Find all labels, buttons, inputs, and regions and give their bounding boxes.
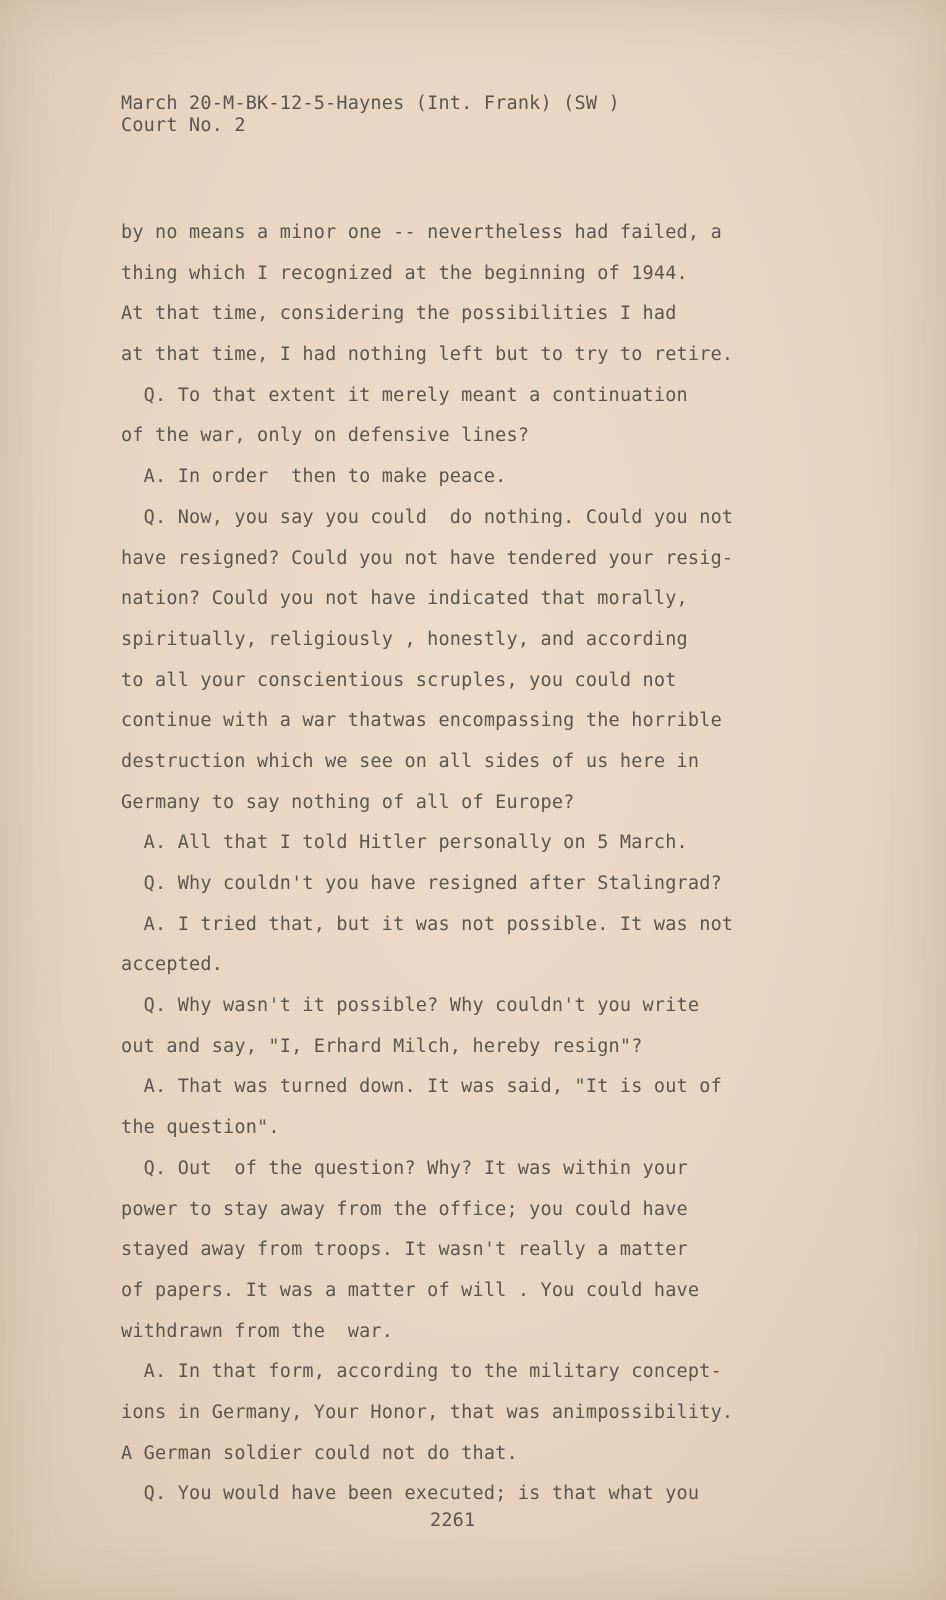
transcript-line: of papers. It was a matter of will . You could have (121, 1279, 700, 1301)
page-number: 2261 (430, 1510, 476, 1531)
page-header (121, 93, 620, 137)
header-line-2: Court No. 2 (121, 115, 246, 136)
transcript-line: At that time, considering the possibilities I had (121, 303, 677, 325)
transcript-line: Q. You would have been executed; is that what you (121, 1483, 700, 1505)
transcript-line: thing which I recognized at the beginning of 1944. (121, 262, 688, 284)
transcript-line: to all your conscientious scruples, you could not (121, 669, 677, 691)
transcript-line: A German soldier could not do that. (121, 1442, 518, 1464)
transcript-line: A. That was turned down. It was said, "It is out of (121, 1076, 722, 1098)
transcript-line: Q. Why couldn't you have resigned after Stalingrad? (121, 873, 722, 894)
transcript-line: power to stay away from the office; you could have (121, 1198, 688, 1220)
transcript-line: destruction which we see on all sides of us here in (121, 750, 700, 772)
transcript-line: continue with a war thatwas encompassing the horrible (121, 710, 722, 732)
transcript-line: Q. Why wasn't it possible? Why couldn't you write (121, 995, 700, 1017)
transcript-line: out and say, "I, Erhard Milch, hereby resign"? (121, 1035, 643, 1057)
transcript-line: Q. Out of the question? Why? It was within your (121, 1157, 688, 1179)
transcript-line: nation? Could you not have indicated that morally, (121, 588, 688, 610)
transcript-line: have resigned? Could you not have tendered your resig- (121, 547, 734, 569)
transcript-line: A. In that form, according to the military concept- (121, 1361, 722, 1383)
transcript-line: ions in Germany, Your Honor, that was animpossibility. (121, 1401, 734, 1423)
transcript-line: of the war, only on defensive lines? (121, 425, 530, 447)
transcript-line: Q. Now, you say you could do nothing. Could you not (121, 506, 734, 528)
transcript-line: withdrawn from the war. (121, 1320, 394, 1342)
transcript-line: at that time, I had nothing left but to try to retire. (121, 344, 734, 366)
transcript-line: stayed away from troops. It wasn't really a matter (121, 1239, 688, 1261)
header-line-1: March 20-M-BK-12-5-Haynes (Int. Frank) (SW ) (121, 93, 620, 114)
transcript-line: A. I tried that, but it was not possible. It was not (121, 913, 734, 935)
transcript-line: by no means a minor one -- nevertheless had failed, a (121, 222, 722, 243)
transcript-line: accepted. (121, 954, 224, 976)
transcript-line: Q. To that extent it merely meant a continuation (121, 384, 688, 406)
transcript-line: A. In order then to make peace. (121, 466, 507, 488)
transcript-line: Germany to say nothing of all of Europe? (121, 791, 575, 813)
transcript-line: A. All that I told Hitler personally on 5 March. (121, 832, 688, 854)
transcript-body (121, 213, 801, 1515)
transcript-line: the question". (121, 1117, 280, 1139)
transcript-line: spiritually, religiously , honestly, and according (121, 628, 688, 650)
